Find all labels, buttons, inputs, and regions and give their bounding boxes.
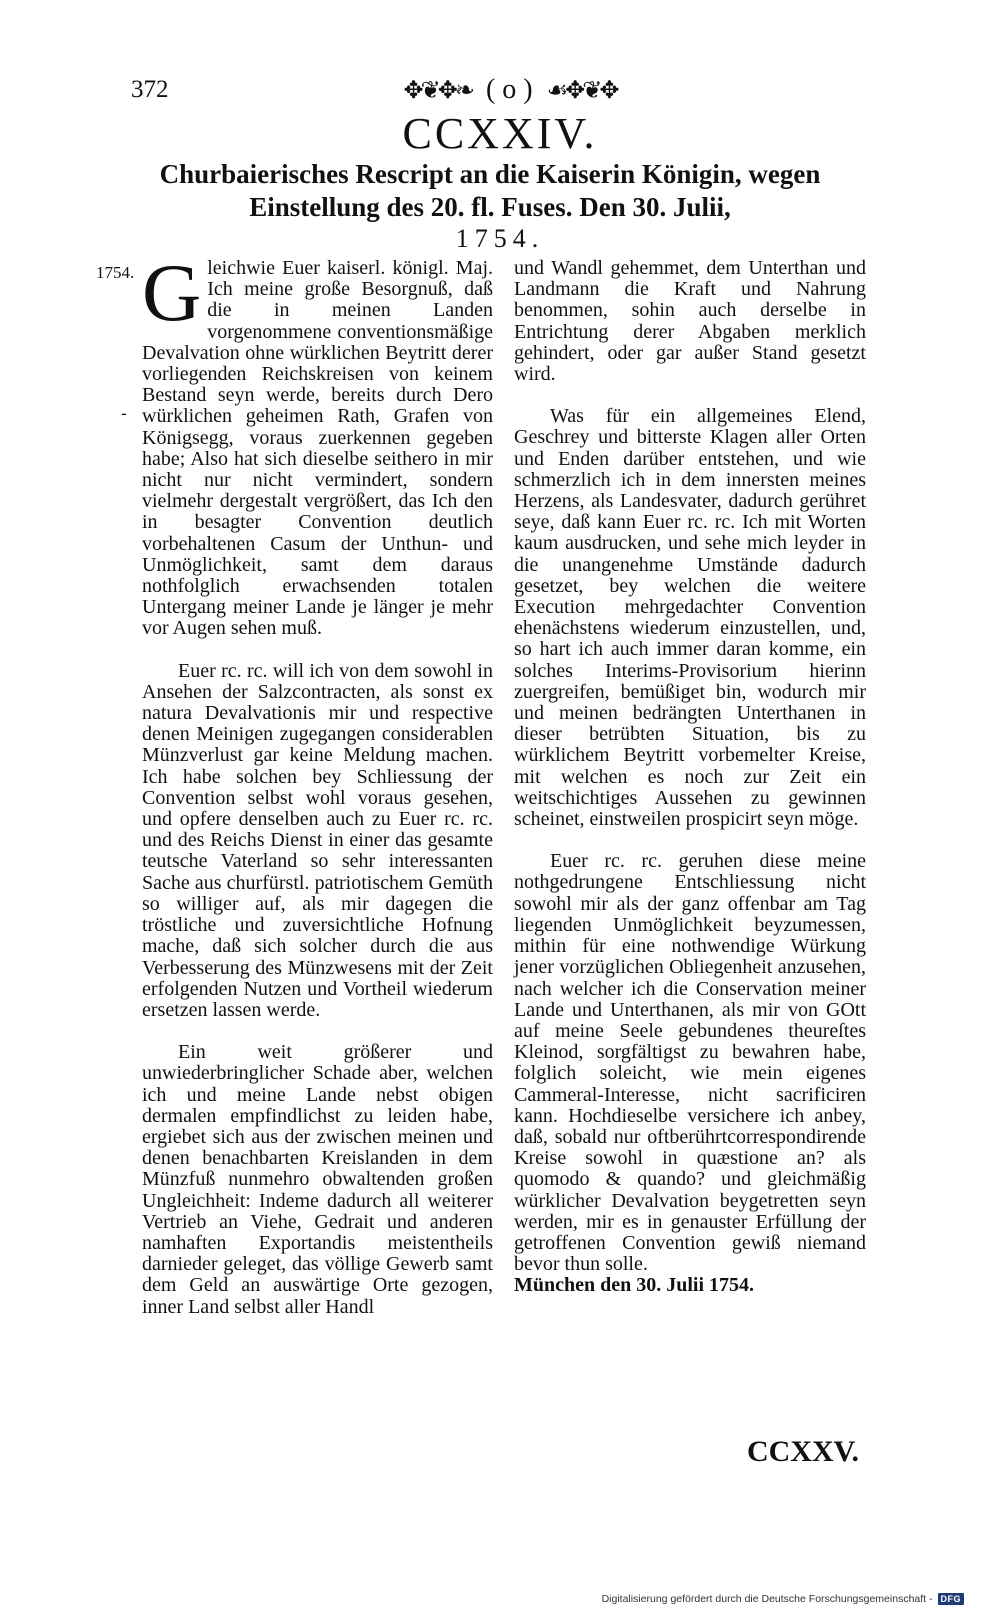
flourish-right-icon: ☙✥❦✥ (546, 77, 617, 104)
right-paragraph-1: Was für ein allgemeines Elend, Geschrey und bitterste Klagen aller Orten und Enden darüber entstehen, und wie schmerzlich ich in dem innersten meines Herzens, als Landesvater, dadurch gerühret seye, daß kann Euer rc. rc. Ich mit Worten kaum ausdrucken, und sehe mich leyder in die unangenehme Umstände dadurch gesetzet, bey welchen die weitere Execution mehrgedachter Convention ehenächstens wiederum einzustellen, und, so hart ich auch immer daran komme, ein solches Interims-Provisorium hierinn zuergreifen, bemüßiget bin, wodurch mir und meinen bedrängten Unterthanen in dieser betrübten Situation, bis zu würklichem Beytritt vorbemelter Kreise, mit welchen es noch zur Zeit ein weitschichtiges Aussehen zu gewinnen scheinet, einstweilen prospicirt seyn möge. (514, 405, 866, 831)
right-paragraph-2-text: Euer rc. rc. geruhen diese meine nothgedrungene Entschliessung nicht sowohl mir als der ganz offenbar am Tag liegenden Unmöglichkeit beyzumessen, mithin für eine nothwendige Würkung jener vorzüglichen Obliegenheit anzusehen, nach welcher ich die Conservation meiner Lande und Unterthanen, als mir von GOtt auf meine Seele gebundenes theureſtes Kleinod, sorgfältigst zu bewahren habe, folglich soleicht, wie mein eigenes Cammeral-Interesse, nicht sacrificiren kann. Hochdieselbe versichere ich anbey, daß, sobald nur oftberührtcorrespondirende Kreise sowohl in quæstione an? als quomodo & quando? und gleichmäßig würklicher Devalvation beygetretten seyn werden, mir es in genauster Erfüllung der getroffenen Convention gewiß niemand bevor thun solle. (514, 850, 866, 1276)
page-number: 372 (131, 76, 169, 103)
catchword: CCXXV. (747, 1435, 859, 1468)
left-paragraph-2: Euer rc. rc. will ich von dem sowohl in Ansehen der Salzcontracten, als sonst ex natura Devalvationis mir und respective denen Meinigen zugegangen considerablen Münzverlust gar keine Meldung machen. Ich habe solchen bey Schliessung der Convention selbst wohl voraus gesehen, und opfere denselben auch zu Euer rc. rc. und des Reichs Dienst in einer das gesamte teutsche Vaterland so sehr interessanten Sache aus churfürstl. patriotischem Gemüth so williger auf, als mir dagegen die tröstliche und zuversichtliche Hofnung mache, daß sich solcher durch die aus Verbesserung des Münzwesens mit der Zeit erfolgenden Nutzen und Vortheil wiederum ersetzen lassen werde. (142, 659, 493, 1021)
left-paragraph-3: Ein weit größerer und unwiederbringlicher Schade aber, welchen ich und meine Lande nebst obigen dermalen empfindlichst zu leiden habe, ergiebet sich aus der zwischen meinen und denen benachbarten Kreislanden in dem Münzfuß nunmehro obwaltenden großen Ungleichheit: Indeme dadurch all weiterer Vertrieb an Viehe, Gedrait und anderen namhaften Exportandis meistentheils darnieder geleget, das völlige Gewerb samt dem Geld an auswärtige Orte gezogen, inner Land selbst aller Handl (142, 1041, 493, 1318)
section-number: CCXXIV. (402, 109, 598, 158)
date-signature: München den 30. Julii 1754. (514, 1274, 755, 1297)
right-paragraph-continued: und Wandl gehemmet, dem Unterthan und Landmann die Kraft und Nahrung benommen, sohin auch derselbe in Entrichtung derer Abgaben merklich gehindert, oder gar außer Stand gesetzt wird. (514, 257, 866, 386)
dfg-logo-icon: DFG (938, 1593, 965, 1605)
left-paragraph-1-text: leichwie Euer kaiserl. königl. Maj. Ich meine große Besorgnuß, daß die in meinen Landen vorgenommene conventionsmäßige Devalvation ohne würklichen Beytritt derer vorliegenden Reichskreisen von keinem Bestand seyn werde, bereits durch Dero würklichen geheimen Rath, Grafen von Königsegg, voraus zuerkennen gegeben habe; Also hat sich dieselbe seithero in mir nicht nur nicht vermindert, sondern vielmehr dergestalt vergrößert, das Ich den in besagter Convention deutlich vorbehaltenen Casum der Unthun- und Unmöglichkeit, samt dem daraus nothfolglich erwachsenden totalen Untergang meiner Lande je länger je mehr vor Augen sehen muß. (142, 257, 493, 640)
year-heading: 1754. (455, 224, 545, 253)
digitization-credit (602, 1593, 964, 1605)
drop-cap: G (142, 247, 202, 338)
right-paragraph-2 (514, 851, 866, 1296)
margin-mark: - (121, 404, 127, 424)
margin-year-note: 1754. (96, 263, 135, 282)
header-marker: ( o ) (485, 74, 533, 105)
header-ornament (375, 72, 645, 108)
flourish-left-icon: ✥❦✥❧ (403, 77, 472, 104)
left-paragraph-1 (142, 247, 493, 640)
left-column (142, 247, 493, 1318)
digitization-credit-text: Digitalisierung gefördert durch die Deutsche Forschungsgemeinschaft - (601, 1593, 933, 1605)
document-title: Churbaierisches Rescript an die Kaiserin Königin, wegen Einstellung des 20. fl. Fuses. Den 30. Julii, (159, 159, 821, 222)
right-column (514, 258, 866, 1297)
